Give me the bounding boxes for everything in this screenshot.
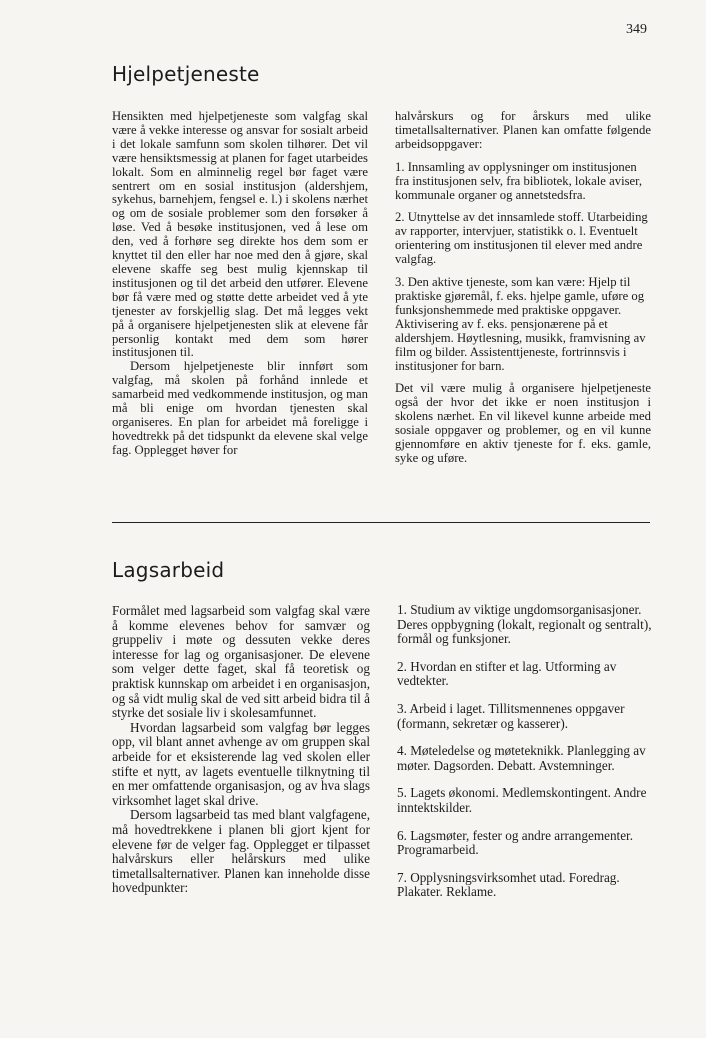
- section1-right-column: [395, 110, 651, 466]
- list-item: 2. Utnyttelse av det innsamlede stoff. Utarbeiding av rapporter, intervjuer, statistikk o. l. Eventuelt orientering om institusjonen til elever med andre valgfag.: [395, 210, 648, 267]
- body-paragraph: Hvordan lagsarbeid som valgfag bør legges opp, vil blant annet avhenge av om gruppen skal arbeide for et eksisterende lag ved skolen eller stifte et nytt, av lagets eventuelle tilknytning til en mer omfattende organisasjon, og av hva slags virksomhet laget skal drive.: [112, 719, 370, 808]
- section-divider: [112, 522, 650, 523]
- section2-right-column: [397, 603, 655, 913]
- section1-left-column: [112, 110, 368, 458]
- list-item: 3. Arbeid i laget. Tillitsmennenes oppgaver (formann, sekretær og kasserer).: [397, 700, 625, 731]
- list-item: 1. Studium av viktige ungdomsorganisasjoner. Deres oppbygning (lokalt, regionalt og sentralt), formål og funksjoner.: [397, 602, 652, 647]
- body-paragraph: Formålet med lagsarbeid som valgfag skal være å komme elevenes behov for samvær og gruppeliv i møte og dessuten vekke deres interesse for lag og organisasjoner. De elevene som velger dette faget, skal få teoretisk og praktisk kunnskap om arbeidet i en organisasjon, og så vidt mulig skal de ved sitt arbeid bidra til å styrke det sosiale liv i skolesamfunnet.: [112, 603, 370, 721]
- list-item: 5. Lagets økonomi. Medlemskontingent. Andre inntektskilder.: [397, 785, 647, 815]
- body-paragraph: Dersom hjelpetjeneste blir innført som valgfag, må skolen på forhånd innlede et samarbeid med vedkommende institusjon, og man må bli enige om hvordan tjenesten skal organiseres. En plan for arbeidet må foreligge i hovedtrekk på det tidspunkt da elevene skal velge fag. Opplegget høver for: [112, 359, 368, 457]
- body-paragraph: halvårskurs og for årskurs med ulike timetallsalternativer. Planen kan omfatte følgende arbeidsoppgaver:: [395, 109, 651, 151]
- body-paragraph: Det vil være mulig å organisere hjelpetjeneste også der hvor det ikke er noen institusjon i skolens nærhet. En vil likevel kunne arbeide med sosiale oppgaver og problemer, og en vil kunne gjennomføre en aktiv tjeneste for f. eks. gamle, syke og uføre.: [395, 381, 651, 465]
- list-item: 4. Møteledelse og møteteknikk. Planlegging av møter. Dagsorden. Debatt. Avstemninger.: [397, 743, 646, 773]
- body-paragraph: Hensikten med hjelpetjeneste som valgfag skal være å vekke interesse og ansvar for sosialt arbeid i det lokale samfunn som skolen tilhører. Det vil være hensiktsmessig at planen for faget utarbeides lokalt. Som en alminnelig regel bør faget være sentrert om en sosial institusjon (aldershjem, sykehus, barnehjem, fengsel e. l.) i skolens nærhet og om de sosiale problemer som den forsøker å løse. Ved å besøke institusjonen, ved å lese om den, ved å forhøre seg direkte hos dem som er knyttet til den eller har noe med den å gjøre, skal elevene skaffe seg best mulig kjennskap til institusjonen og til det arbeid den utfører. Elevene bør få være med og støtte dette arbeidet ved å yte tjenester av forskjellig slag. Det må legges vekt på å organisere hjelpetjenesten slik at elevene får personlig kontakt med dem som hører institusjonen til.: [112, 109, 368, 360]
- body-paragraph: Dersom lagsarbeid tas med blant valgfagene, må hovedtrekkene i planen bli gjort kjent for elevene før de velger fag. Opplegget er tilpasset halvårskurs eller helårskurs med ulike timetallsalternativer. Planen kan inneholde disse hovedpunkter:: [112, 807, 370, 896]
- list-item: 2. Hvordan en stifter et lag. Utforming av vedtekter.: [397, 658, 617, 689]
- section-title-lagsarbeid: Lagsarbeid: [112, 558, 225, 582]
- list-item: 3. Den aktive tjeneste, som kan være: Hjelp til praktiske gjøremål, f. eks. hjelpe gamle, uføre og funksjonshemmede med praktiske oppgaver. Aktivisering av f. eks. pensjonærene på et aldershjem. Høytlesning, musikk, framvisning av film og bilder. Assistenttjeneste, fortrinnsvis i institusjoner for barn.: [395, 275, 646, 373]
- section2-left-column: [112, 604, 370, 896]
- section-title-hjelpetjeneste: Hjelpetjeneste: [112, 62, 260, 86]
- page-number: 349: [626, 22, 647, 37]
- list-item: 7. Opplysningsvirksomhet utad. Foredrag. Plakater. Reklame.: [397, 869, 620, 900]
- list-item: 6. Lagsmøter, fester og andre arrangementer. Programarbeid.: [397, 827, 634, 858]
- list-item: 1. Innsamling av opplysninger om institusjonen fra institusjonen selv, fra bibliotek, lokale aviser, kommunale organer og annetstedsfra.: [395, 159, 643, 202]
